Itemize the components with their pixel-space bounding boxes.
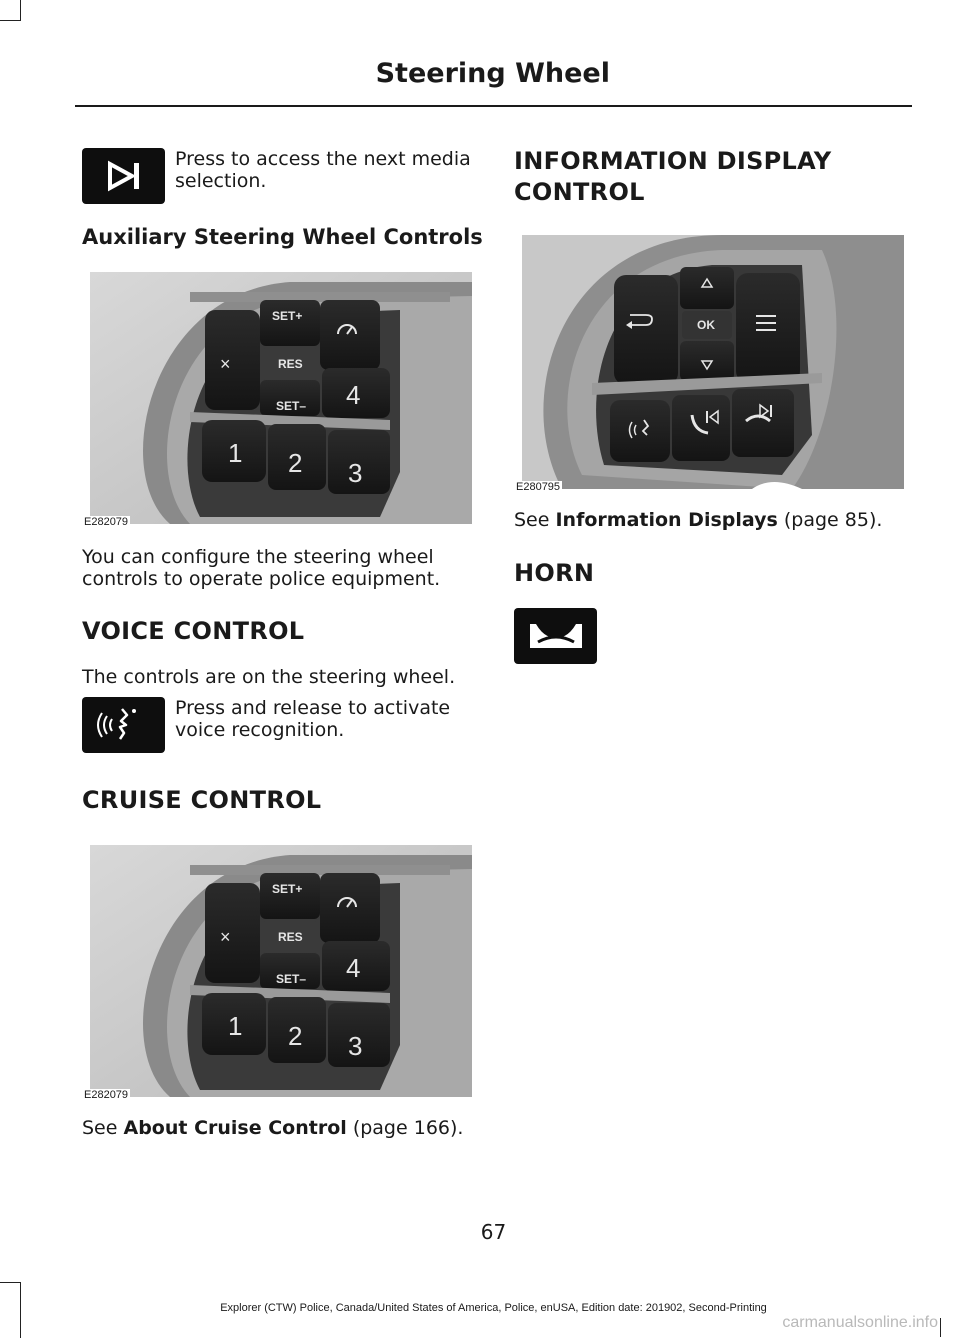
crop-mark-bottom-right [940,1318,960,1337]
info-photo-id: E280795 [516,481,561,493]
info-display-reference [514,509,914,531]
button-4-label: 4 [346,380,361,410]
set-plus-label: SET+ [272,882,303,896]
ok-label: OK [697,318,715,332]
footer-edition-text: Explorer (CTW) Police, Canada/United States of America, Police, enUSA, Edition date: 201902, Second-Printing [220,1302,767,1314]
aux-controls-heading: Auxiliary Steering Wheel Controls [82,225,483,249]
info-display-heading-line1: INFORMATION DISPLAY [514,147,832,175]
page-number: 67 [480,1220,507,1244]
button-3-label: 3 [348,1031,363,1061]
aux-controls-photo [90,272,472,524]
horn-icon [514,608,597,664]
see-prefix: See [82,1117,124,1139]
set-minus-label: SET– [276,972,307,986]
voice-recognition-icon [82,697,165,753]
cruise-control-photo [90,845,472,1097]
crop-mark-top-left [0,0,21,21]
button-2-label: 2 [288,448,303,478]
info-display-heading-line2: CONTROL [514,178,645,206]
page-header-title: Steering Wheel [375,58,610,89]
res-label: RES [278,930,303,944]
see-suffix: (page 166). [346,1117,464,1139]
cruise-control-reference [82,1117,482,1139]
set-minus-label: SET– [276,399,307,413]
info-display-photo [522,235,904,489]
cancel-label: × [220,927,231,947]
aux-controls-text: You can configure the steering wheel controls to operate police equipment. [82,546,441,590]
voice-control-heading: VOICE CONTROL [82,617,305,645]
watermark: carmanualsonline.info [782,1314,938,1331]
button-1-label: 1 [228,438,243,468]
res-label: RES [278,357,303,371]
voice-control-text: Press and release to activate voice recognition. [175,697,451,741]
information-displays-link[interactable]: Information Displays [555,509,778,531]
see-suffix: (page 85). [777,509,883,531]
horn-heading: HORN [514,559,595,587]
cancel-label: × [220,354,231,374]
next-media-text: Press to access the next media selection. [175,148,471,192]
button-2-label: 2 [288,1021,303,1051]
next-track-icon [82,148,165,204]
voice-control-intro: The controls are on the steering wheel. [82,666,456,688]
info-display-heading [514,146,831,208]
button-4-label: 4 [346,953,361,983]
aux-photo-id: E282079 [84,516,129,528]
set-plus-label: SET+ [272,309,303,323]
button-3-label: 3 [348,458,363,488]
cruise-photo-id: E282079 [84,1089,129,1101]
cruise-control-heading: CRUISE CONTROL [82,786,322,814]
cruise-control-link[interactable]: About Cruise Control [123,1117,347,1139]
button-1-label: 1 [228,1011,243,1041]
header-rule [75,105,912,107]
see-prefix: See [514,509,556,531]
